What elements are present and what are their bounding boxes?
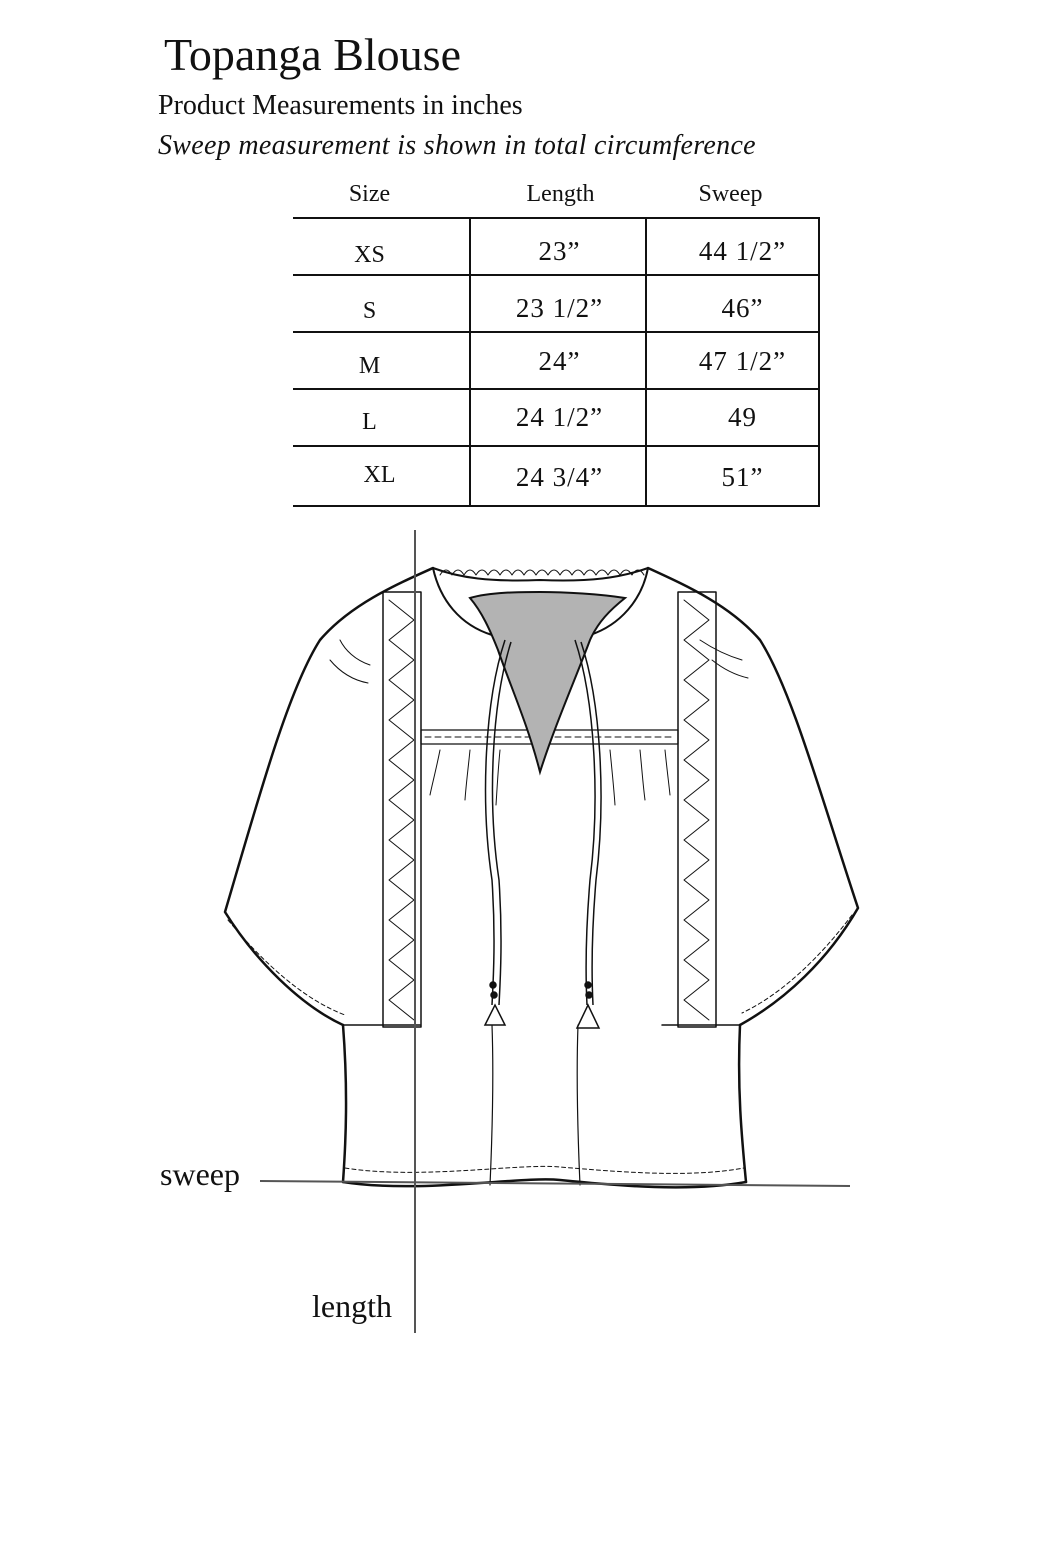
page-subtitle: Product Measurements in inches (158, 90, 523, 121)
page-title: Topanga Blouse (164, 29, 462, 80)
left-sleeve (225, 568, 433, 1025)
header-length: Length (526, 181, 595, 207)
row-xs-sweep: 44 1/2” (698, 236, 787, 266)
row-xl-size: XL (363, 462, 396, 488)
body-right-side (739, 1025, 746, 1182)
header-size: Size (348, 181, 391, 207)
row-xl-length: 24 3/4” (515, 462, 604, 492)
row-m-size: M (358, 353, 381, 379)
sweep-label: sweep (160, 1156, 240, 1192)
row-s-size: S (362, 298, 377, 324)
row-xs-length: 23” (538, 236, 581, 266)
header-sweep: Sweep (698, 181, 763, 207)
row-s-sweep: 46” (721, 293, 764, 323)
row-xs-size: XS (354, 242, 385, 268)
sweep-note: Sweep measurement is shown in total circumference (158, 130, 756, 161)
row-l-length: 24 1/2” (515, 402, 604, 432)
row-s-length: 23 1/2” (515, 293, 604, 323)
row-l-size: L (362, 409, 377, 435)
length-label: length (312, 1288, 392, 1324)
body-left-side (343, 1025, 346, 1182)
row-l-sweep: 49 (728, 402, 757, 432)
row-m-length: 24” (538, 346, 581, 376)
row-xl-sweep: 51” (721, 462, 764, 492)
right-sleeve (648, 568, 858, 1025)
row-m-sweep: 47 1/2” (698, 346, 787, 376)
